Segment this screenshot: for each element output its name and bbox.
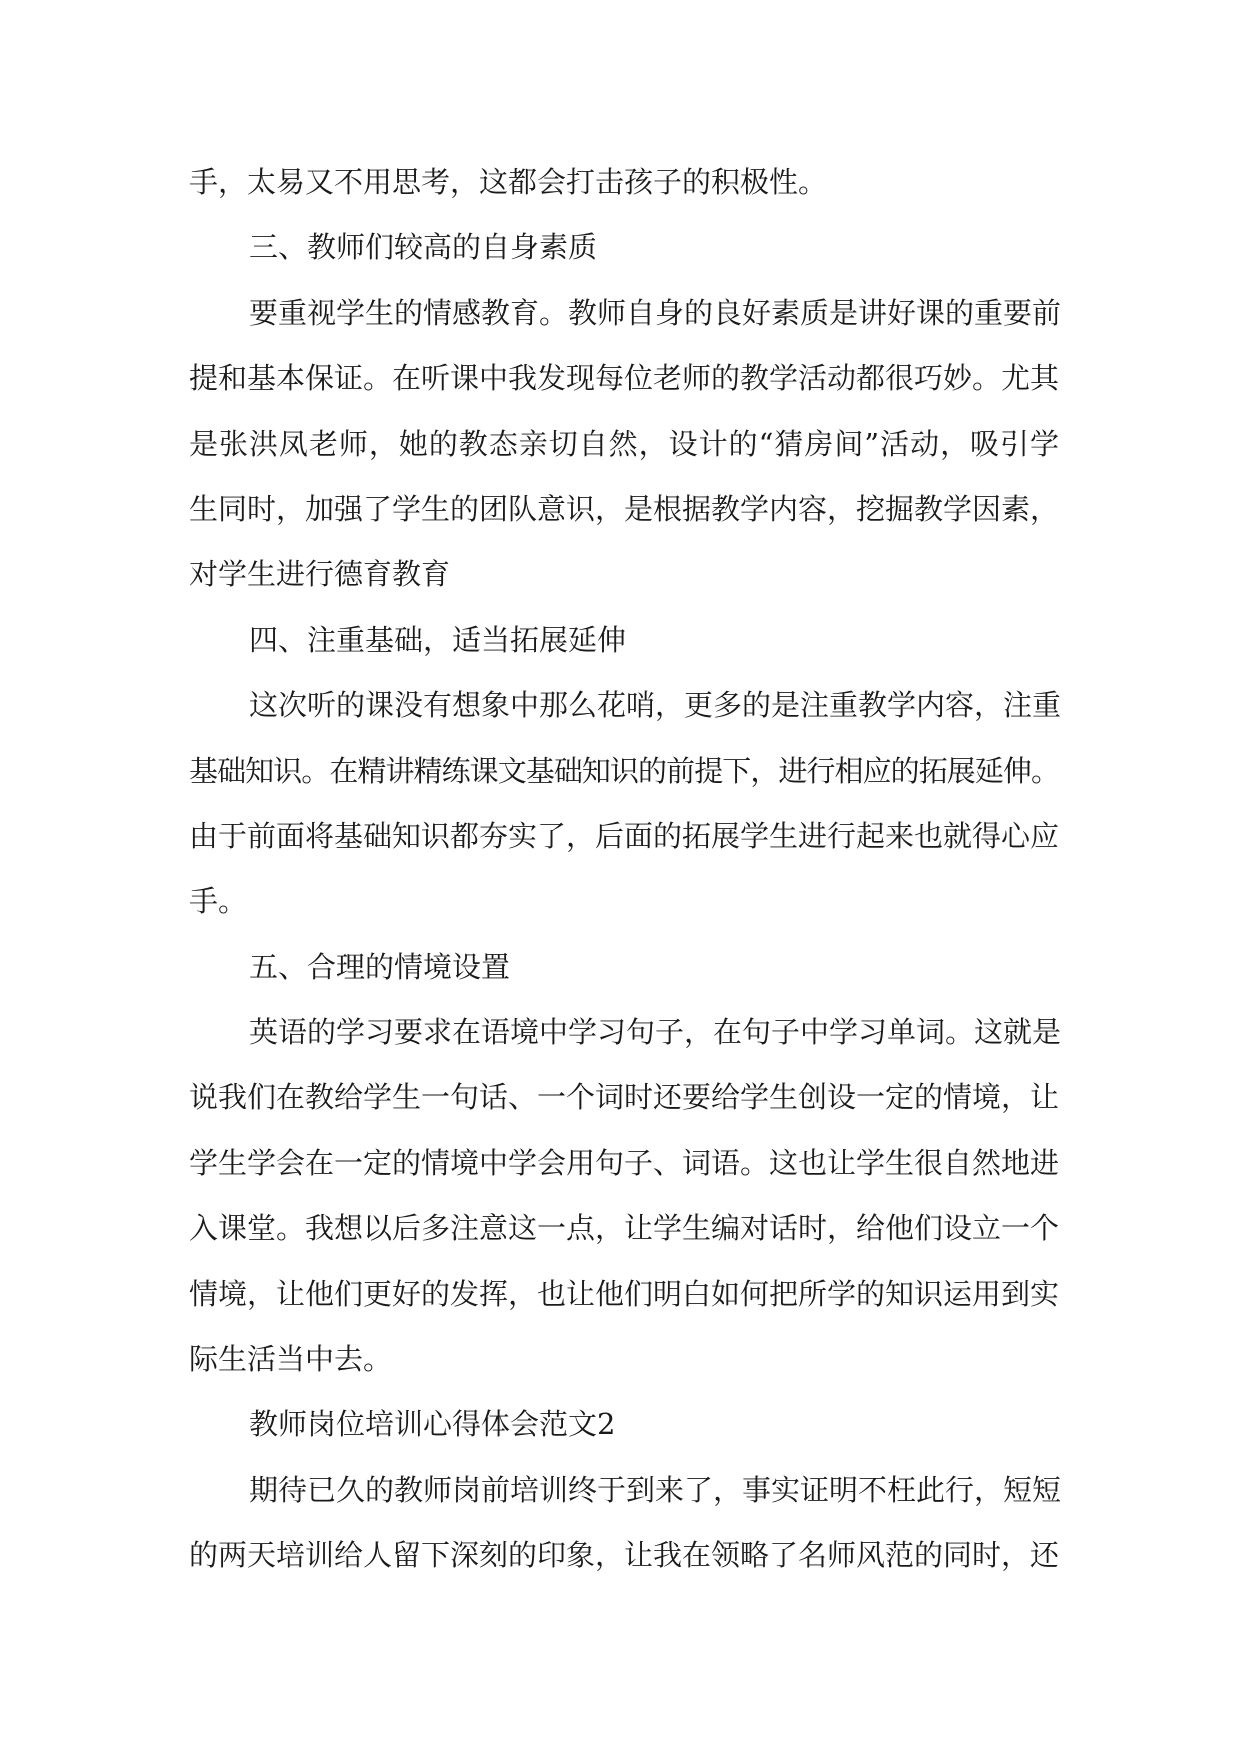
section-heading — [189, 1392, 1059, 1457]
section-heading — [189, 608, 1059, 673]
text-line: 基础知识。在精讲精练课文基础知识的前提下，进行相应的拓展延伸。 — [189, 753, 1059, 788]
text-line: 手，太易又不用思考，这都会打击孩子的积极性。 — [189, 165, 828, 199]
paragraph — [189, 150, 1059, 215]
heading-text: 教师岗位培训心得体会范文2 — [249, 1407, 616, 1442]
paragraph — [189, 281, 1062, 608]
text-line: 学生学会在一定的情境中学会用句子、词语。这也让学生很自然地进 — [189, 1145, 1060, 1180]
paragraph — [189, 1000, 1062, 1392]
heading-text: 五、合理的情境设置 — [249, 949, 511, 984]
text-line: 英语的学习要求在语境中学习句子，在句子中学习单词。这就是 — [249, 1015, 1062, 1050]
paragraph — [189, 1458, 1062, 1589]
text-line: 提和基本保证。在听课中我发现每位老师的教学活动都很巧妙。尤其 — [189, 361, 1060, 396]
text-line: 入课堂。我想以后多注意这一点，让学生编对话时，给他们设立一个 — [189, 1211, 1060, 1246]
text-line: 的两天培训给人留下深刻的印象，让我在领略了名师风范的同时，还 — [189, 1538, 1060, 1573]
text-line: 手。 — [189, 884, 248, 919]
text-line: 这次听的课没有想象中那么花哨，更多的是注重教学内容，注重 — [249, 688, 1062, 723]
body-text — [189, 150, 1062, 1589]
text-line: 对学生进行德育教育 — [189, 557, 451, 592]
paragraph — [189, 673, 1062, 935]
text-line: 是张洪凤老师，她的教态亲切自然，设计的“猜房间”活动，吸引学 — [189, 426, 1059, 461]
text-line: 际生活当中去。 — [189, 1342, 393, 1377]
heading-text: 四、注重基础，适当拓展延伸 — [249, 622, 627, 657]
section-heading — [189, 215, 1059, 280]
text-line: 要重视学生的情感教育。教师自身的良好素质是讲好课的重要前 — [249, 295, 1062, 330]
text-line: 说我们在教给学生一句话、一个词时还要给学生创设一定的情境，让 — [189, 1080, 1060, 1115]
heading-text: 三、教师们较高的自身素质 — [249, 230, 598, 265]
text-line: 由于前面将基础知识都夯实了，后面的拓展学生进行起来也就得心应 — [189, 818, 1060, 853]
text-line: 情境，让他们更好的发挥，也让他们明白如何把所学的知识运用到实 — [189, 1276, 1060, 1311]
section-heading — [189, 935, 1059, 1000]
text-line: 生同时，加强了学生的团队意识，是根据教学内容，挖掘教学因素， — [189, 491, 1060, 526]
text-line: 期待已久的教师岗前培训终于到来了，事实证明不枉此行，短短 — [249, 1472, 1062, 1507]
